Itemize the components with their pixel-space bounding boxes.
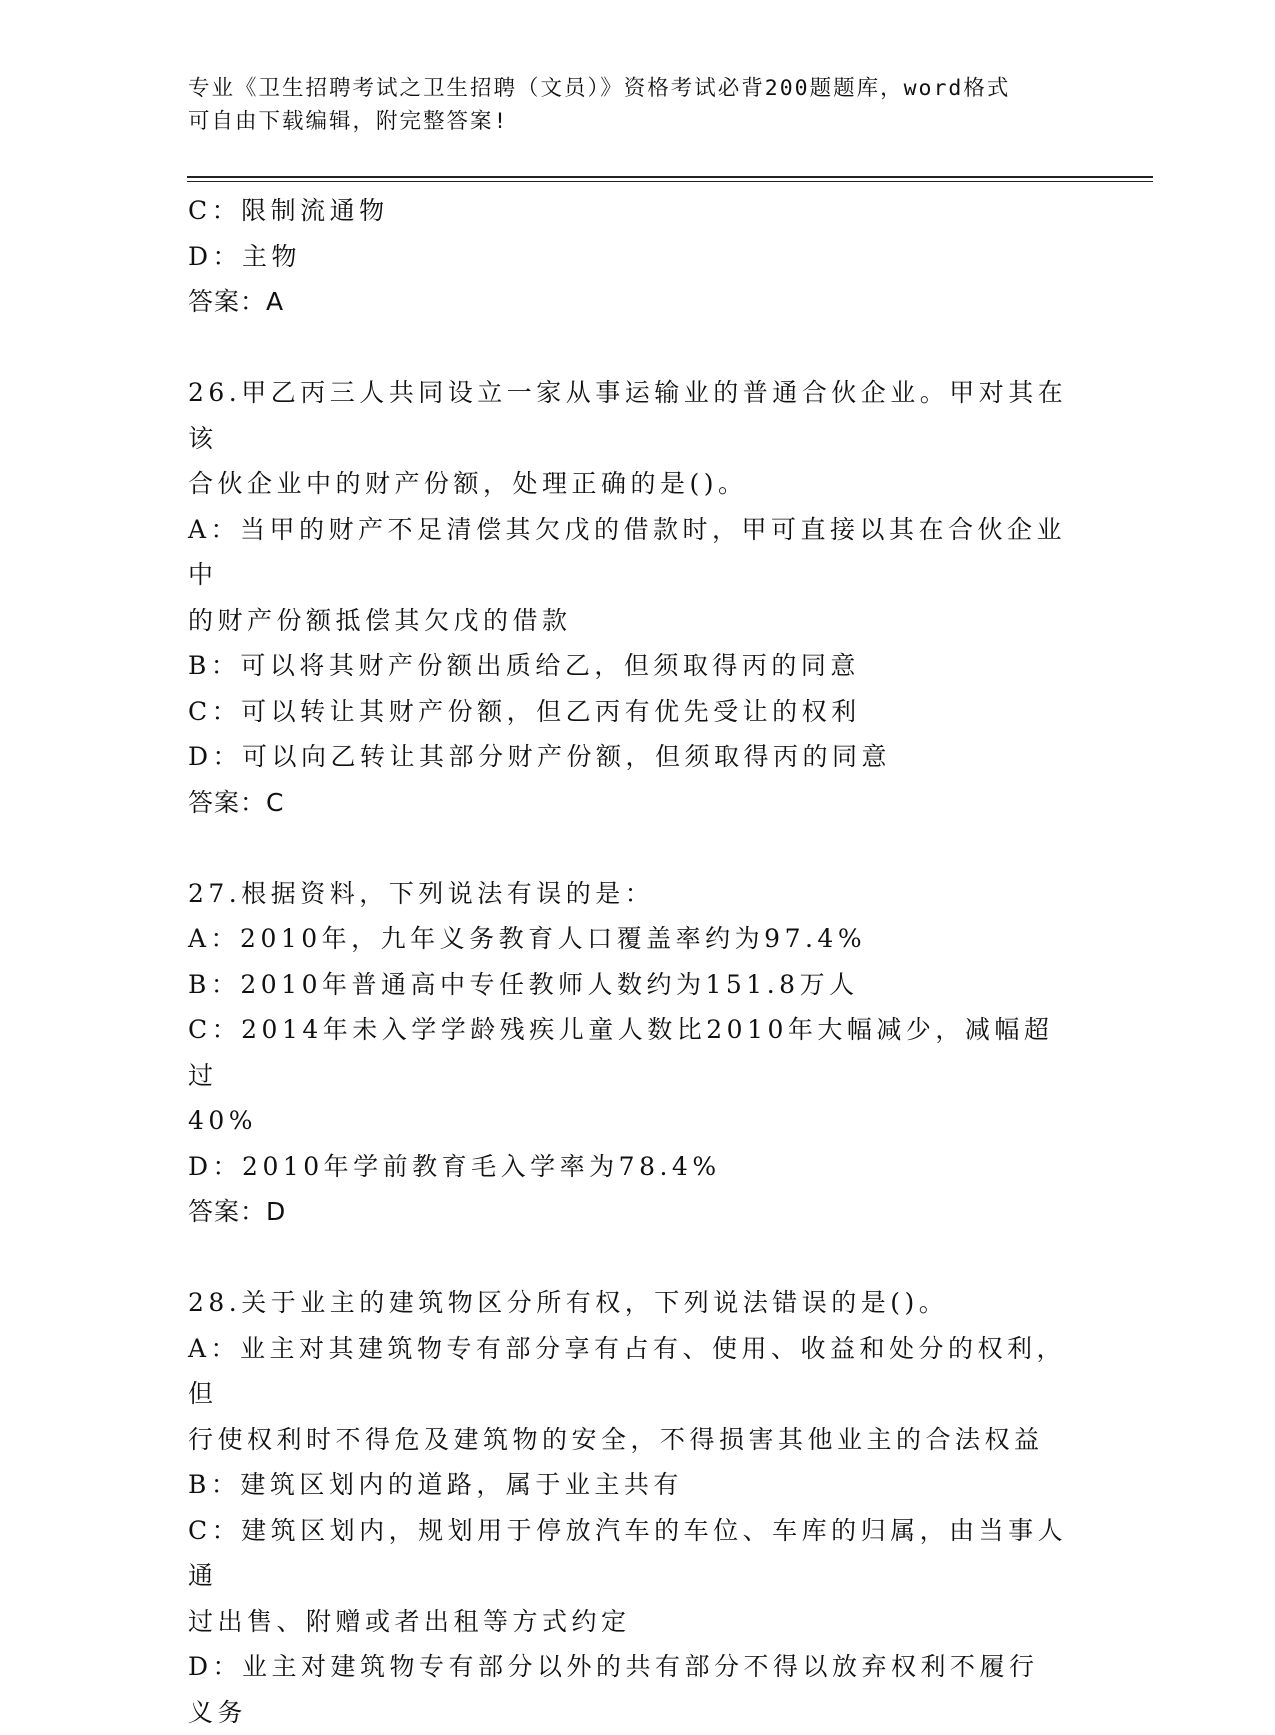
header-title-line-1: 专业《卫生招聘考试之卫生招聘（文员）》资格考试必背200题题库，word格式 bbox=[188, 76, 1011, 101]
question-26-option-a-continued: 的财产份额抵偿其欠戊的借款 bbox=[188, 605, 572, 635]
question-27-option-c-continued: 40% bbox=[188, 1106, 258, 1135]
question-27-option-b: B：2010年普通高中专任教师人数约为151.8万人 bbox=[188, 969, 859, 999]
question-27-stem: 27.根据资料，下列说法有误的是： bbox=[188, 878, 655, 908]
question-28-option-a-continued: 行使权利时不得危及建筑物的安全，不得损害其他业主的合法权益 bbox=[188, 1424, 1044, 1454]
header-divider-thick bbox=[187, 176, 1153, 178]
question-27-option-d: D：2010年学前教育毛入学率为78.4% bbox=[188, 1151, 721, 1181]
question-26-answer: 答案：C bbox=[188, 787, 285, 817]
question-28-option-d: D：业主对建筑物专有部分以外的共有部分不得以放弃权利不履行义务 bbox=[188, 1652, 1039, 1727]
option-d: D：主物 bbox=[188, 241, 302, 271]
question-27-option-c: C：2014年未入学学龄残疾儿童人数比2010年大幅减少，减幅超过 bbox=[188, 1015, 1054, 1090]
option-c: C：限制流通物 bbox=[188, 196, 389, 225]
question-28-option-a: A：业主对其建筑物专有部分享有占有、使用、收益和处分的权利，但 bbox=[188, 1333, 1067, 1408]
header-title-line-2: 可自由下载编辑，附完整答案! bbox=[188, 109, 509, 134]
question-27-option-a: A：2010年，九年义务教育人口覆盖率约为97.4% bbox=[188, 924, 867, 953]
question-26-option-c: C：可以转让其财产份额，但乙丙有优先受让的权利 bbox=[188, 696, 861, 726]
question-28-option-b: B：建筑区划内的道路，属于业主共有 bbox=[188, 1470, 683, 1499]
header-divider-thin bbox=[187, 181, 1153, 182]
question-26-stem-continued: 合伙企业中的财产份额，处理正确的是()。 bbox=[188, 469, 748, 498]
question-26-stem: 26.甲乙丙三人共同设立一家从事运输业的普通合伙企业。甲对其在该 bbox=[188, 378, 1068, 453]
question-26-option-d: D：可以向乙转让其部分财产份额，但须取得丙的同意 bbox=[188, 742, 892, 771]
page-header bbox=[188, 72, 1088, 138]
question-28-option-c-continued: 过出售、附赠或者出租等方式约定 bbox=[188, 1606, 631, 1636]
question-26-option-a: A：当甲的财产不足清偿其欠戊的借款时，甲可直接以其在合伙企业中 bbox=[188, 514, 1067, 589]
question-27-answer: 答案：D bbox=[188, 1197, 287, 1226]
answer-line: 答案：A bbox=[188, 287, 285, 316]
question-26-option-b: B：可以将其财产份额出质给乙，但须取得丙的同意 bbox=[188, 651, 860, 680]
document-body bbox=[188, 188, 1068, 1735]
question-28-option-c: C：建筑区划内，规划用于停放汽车的车位、车库的归属，由当事人通 bbox=[188, 1515, 1068, 1590]
question-28-stem: 28.关于业主的建筑物区分所有权，下列说法错误的是()。 bbox=[188, 1288, 949, 1317]
